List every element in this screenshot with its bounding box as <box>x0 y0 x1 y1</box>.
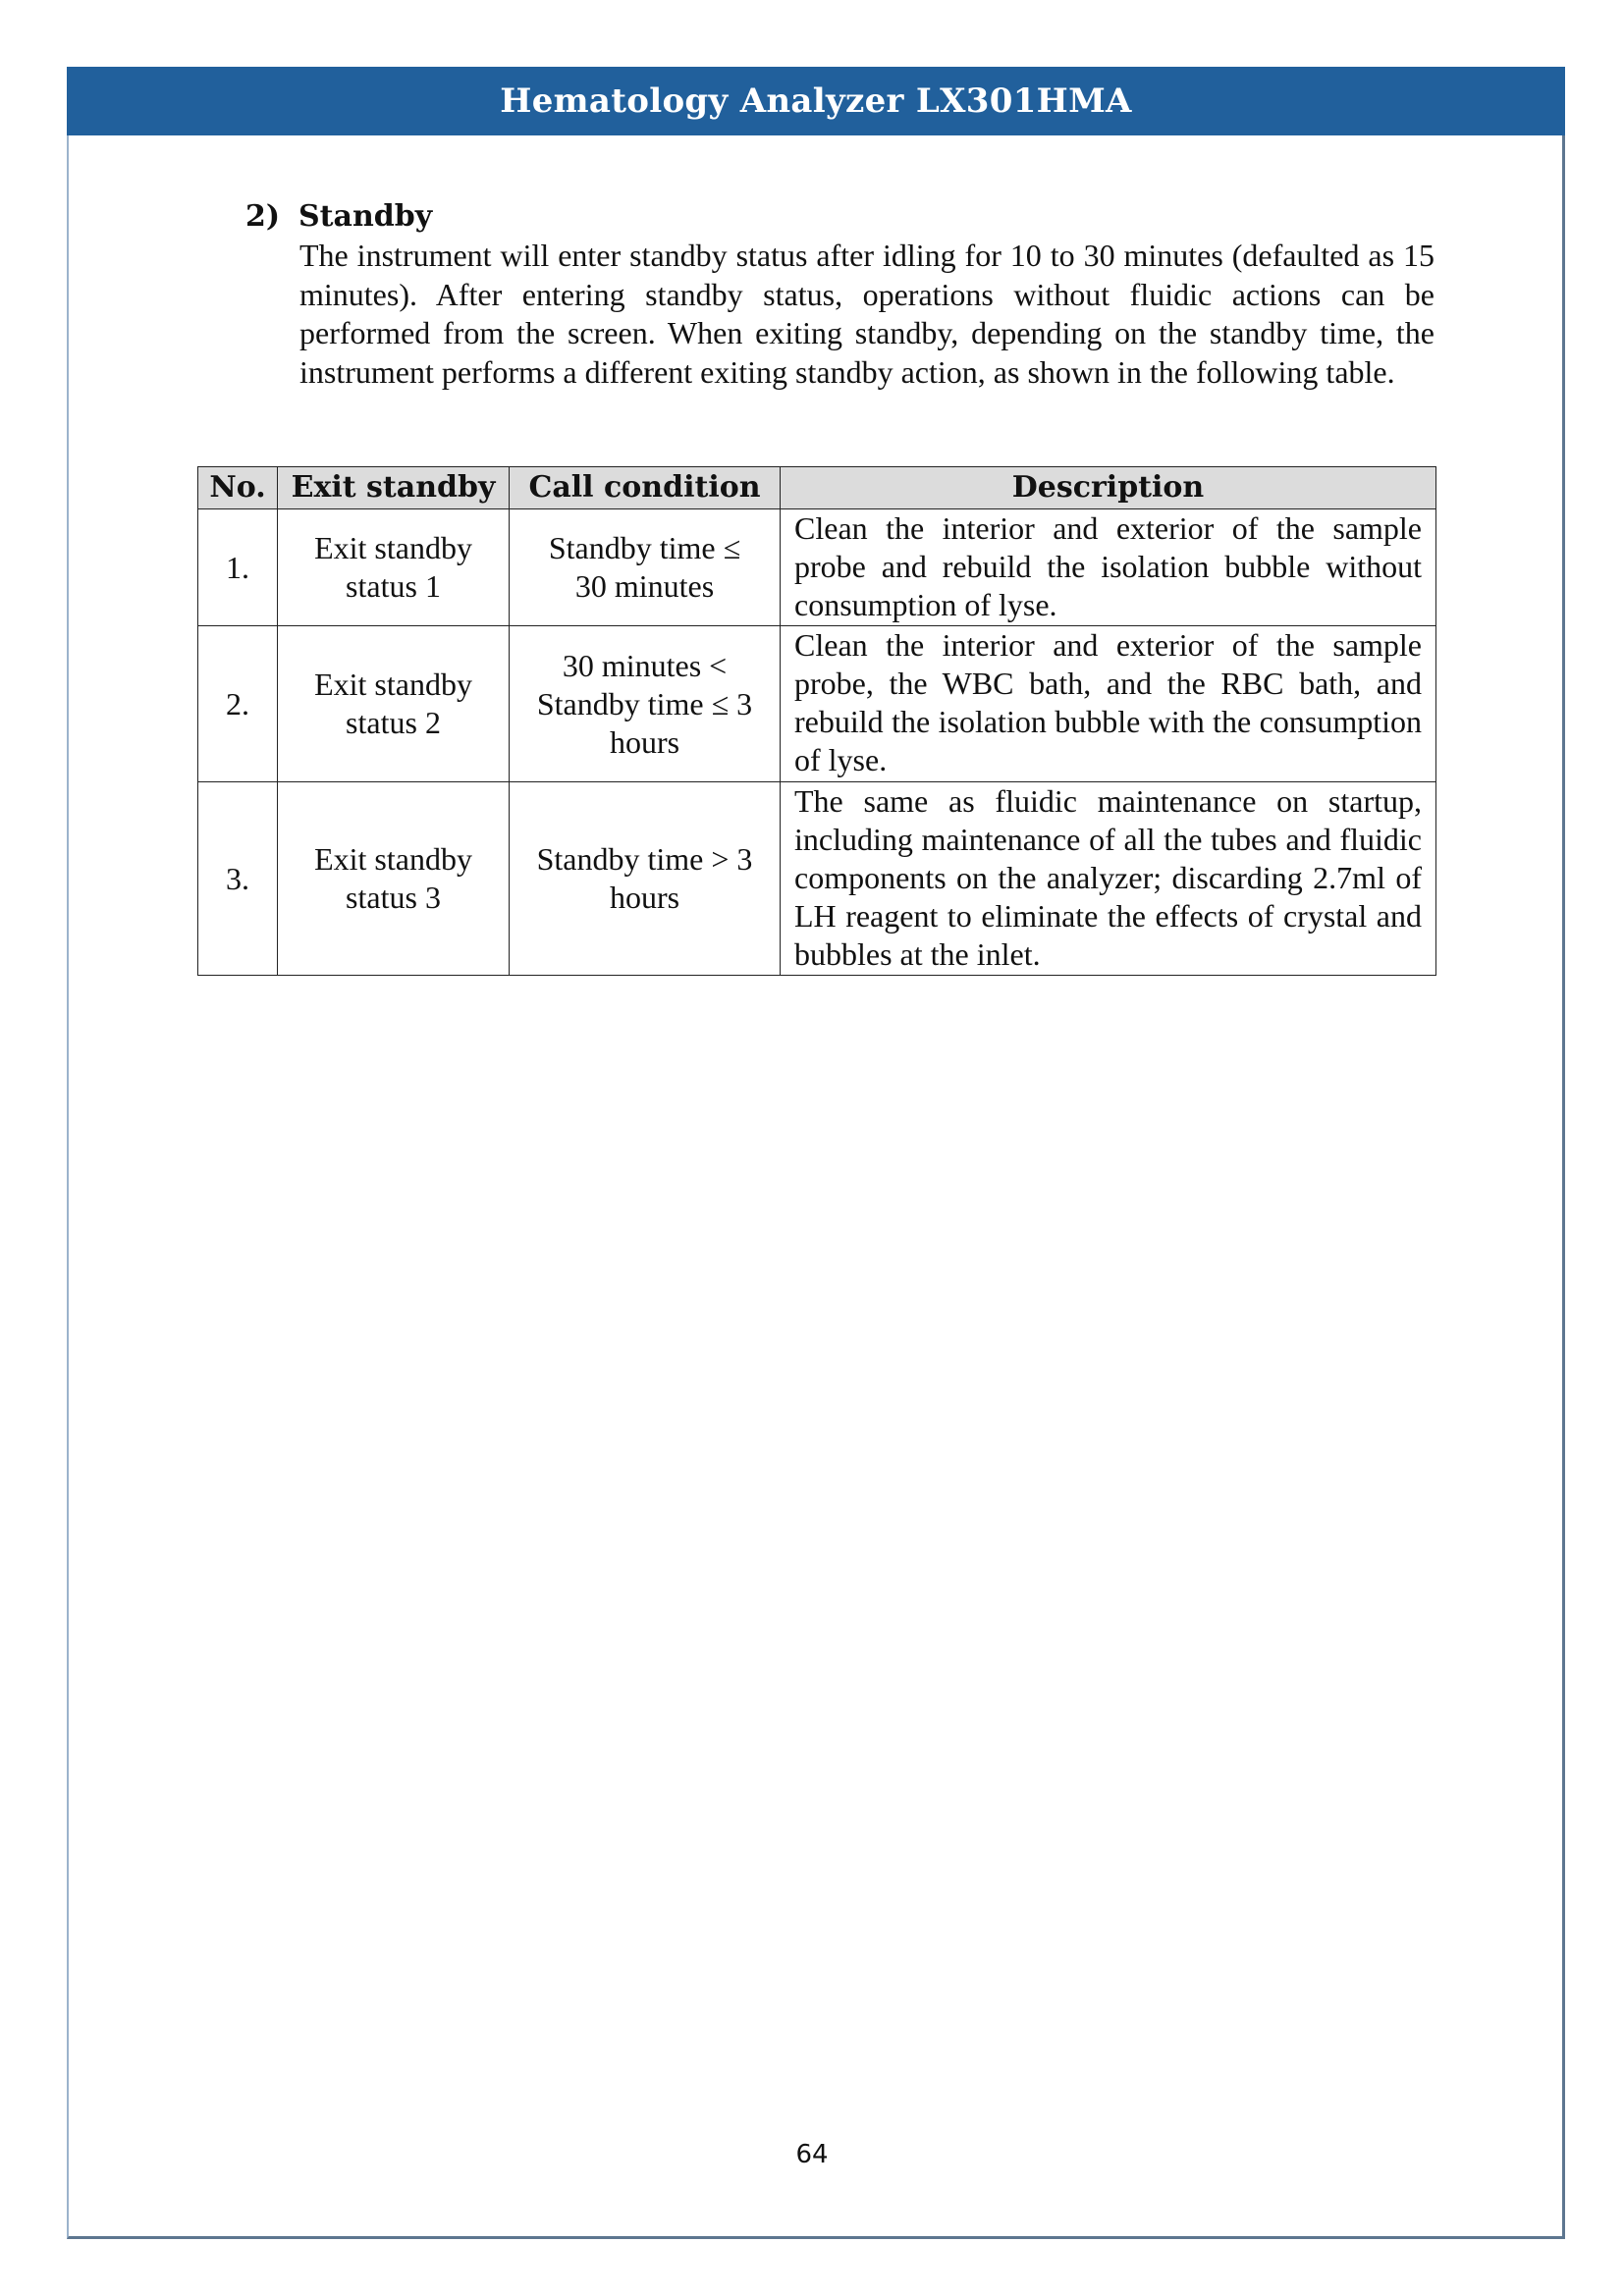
cell-call-condition-text: Standby time > 3 hours <box>536 841 753 915</box>
column-header-call-condition: Call condition <box>510 467 781 509</box>
page-frame <box>67 67 1565 2239</box>
cell-no: 3. <box>198 782 278 976</box>
table-row <box>198 782 1436 976</box>
cell-description-text: Clean the interior and exterior of the sample probe, the WBC bath, and the RBC bath, and rebuild the isolation bubble with the consumption of lyse. <box>794 627 1422 777</box>
cell-call-condition <box>510 626 781 782</box>
section-title: Standby <box>298 199 433 234</box>
cell-exit-standby-text: Exit standby status 1 <box>314 530 472 604</box>
section-number: 2) <box>245 199 281 234</box>
cell-no: 1. <box>198 509 278 626</box>
cell-no: 2. <box>198 626 278 782</box>
cell-exit-standby-text: Exit standby status 2 <box>314 667 472 740</box>
column-header-no: No. <box>198 467 278 509</box>
cell-description <box>781 626 1436 782</box>
section-paragraph: The instrument will enter standby status after idling for 10 to 30 minutes (defaulted as 15 minutes). After entering standby status, operations without fluidic actions can be performed from the screen. When exiting standby, depending on the standby time, the instrument performs a different exiting standby action, as shown in the following table. <box>299 238 1435 390</box>
cell-description-text: The same as fluidic maintenance on startup, including maintenance of all the tubes and fluidic components on the analyzer; discarding 2.7ml of LH reagent to eliminate the effects of crystal and bubbles at the inlet. <box>794 783 1422 972</box>
cell-exit-standby <box>278 509 510 626</box>
table-row <box>198 509 1436 626</box>
cell-description <box>781 509 1436 626</box>
cell-description-text: Clean the interior and exterior of the sample probe and rebuild the isolation bubble without consumption of lyse. <box>794 510 1422 622</box>
page-number: 64 <box>795 2140 829 2169</box>
header-bar <box>67 67 1565 135</box>
document-title: Hematology Analyzer LX301HMA <box>500 81 1132 121</box>
cell-call-condition <box>510 782 781 976</box>
table-row <box>198 626 1436 782</box>
section-heading <box>245 197 432 237</box>
cell-call-condition-text: Standby time ≤ 30 minutes <box>548 530 741 604</box>
cell-call-condition-text: 30 minutes < Standby time ≤ 3 hours <box>536 647 753 760</box>
cell-exit-standby-text: Exit standby status 3 <box>314 841 472 915</box>
cell-exit-standby <box>278 782 510 976</box>
standby-exit-table <box>197 466 1436 976</box>
cell-exit-standby <box>278 626 510 782</box>
column-header-exit-standby: Exit standby <box>278 467 510 509</box>
column-header-description: Description <box>781 467 1436 509</box>
cell-call-condition <box>510 509 781 626</box>
table-header-row <box>198 467 1436 509</box>
cell-description <box>781 782 1436 976</box>
